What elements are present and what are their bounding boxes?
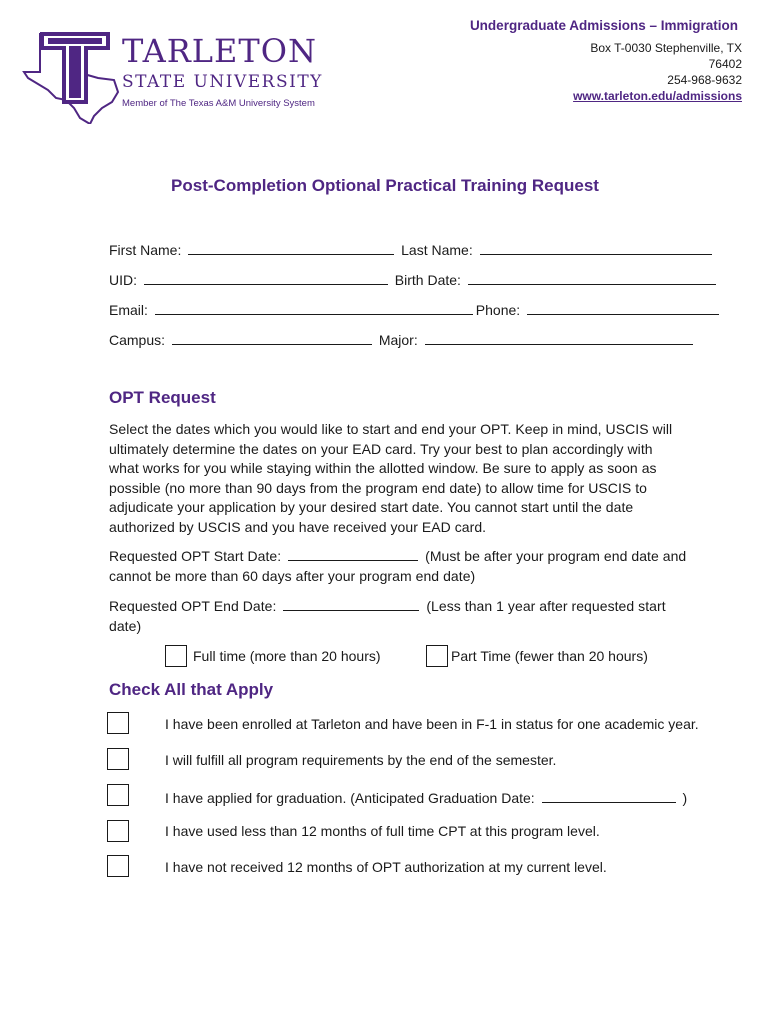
- birth-date-field[interactable]: [468, 270, 716, 285]
- campus-row: [109, 330, 696, 348]
- part-time-label: Part Time (fewer than 20 hours): [451, 648, 648, 664]
- phone-number: 254-968-9632: [667, 73, 742, 87]
- full-time-label: Full time (more than 20 hours): [193, 648, 381, 664]
- instructions-line: ultimately determine the dates on your EAD card. Try your best to plan accordingly with: [109, 440, 653, 457]
- uid-label: UID:: [109, 272, 137, 288]
- graduation-date-field[interactable]: [542, 788, 676, 803]
- instructions-line: possible (no more than 90 days from the program end date) to allow time for USCIS to: [109, 479, 648, 496]
- email-row: [109, 300, 722, 318]
- contact-block: [573, 40, 742, 104]
- requirement-checkbox-4[interactable]: [107, 820, 129, 842]
- instructions-line: Select the dates which you would like to start and end your OPT. Keep in mind, USCIS will: [109, 421, 673, 437]
- department-name: Undergraduate Admissions – Immigration: [469, 18, 738, 33]
- opt-start-date-note-cont: cannot be more than 60 days after your program end date): [109, 567, 476, 584]
- university-logo: [22, 28, 332, 124]
- logo-subtitle: STATE UNIVERSITY: [122, 72, 323, 92]
- phone-field[interactable]: [527, 300, 719, 315]
- opt-end-date-note: (Less than 1 year after requested start: [426, 598, 666, 614]
- requirement-checkbox-1[interactable]: [107, 712, 129, 734]
- first-name-field[interactable]: [188, 240, 394, 255]
- opt-instructions: [109, 420, 729, 537]
- address-line-2: 76402: [708, 57, 742, 71]
- email-field[interactable]: [155, 300, 473, 315]
- full-time-checkbox[interactable]: [165, 645, 187, 667]
- part-time-checkbox[interactable]: [426, 645, 448, 667]
- opt-end-date-note-cont: date): [109, 617, 142, 634]
- uid-row: [109, 270, 719, 288]
- requirement-label-4: I have used less than 12 months of full time CPT at this program level.: [165, 823, 600, 839]
- opt-end-date-field[interactable]: [283, 596, 419, 611]
- instructions-line: adjudicate your application by your desired start date. You cannot start until the date: [109, 499, 634, 515]
- instructions-line: what works for you while staying within the allotted window. Be sure to apply as soon as: [109, 460, 657, 476]
- requirement-checkbox-2[interactable]: [107, 748, 129, 770]
- logo-member-line: Member of The Texas A&M University System: [122, 98, 315, 109]
- graduation-close-paren: ): [682, 790, 688, 806]
- campus-label: Campus:: [109, 332, 166, 348]
- graduation-label: I have applied for graduation. (Anticipated Graduation Date:: [165, 790, 535, 806]
- email-label: Email:: [109, 302, 148, 318]
- opt-start-date-field[interactable]: [288, 546, 418, 561]
- check-all-heading: Check All that Apply: [109, 680, 274, 699]
- major-field[interactable]: [425, 330, 693, 345]
- requirement-label-3: [165, 788, 687, 806]
- last-name-label: Last Name:: [401, 242, 473, 258]
- campus-field[interactable]: [172, 330, 372, 345]
- birth-date-label: Birth Date:: [394, 272, 461, 288]
- last-name-field[interactable]: [480, 240, 712, 255]
- opt-start-date-label: Requested OPT Start Date:: [109, 548, 282, 564]
- opt-end-date-label: Requested OPT End Date:: [109, 598, 277, 614]
- opt-end-date-block: [109, 596, 729, 636]
- requirement-checkbox-3[interactable]: [107, 784, 129, 806]
- website-link[interactable]: www.tarleton.edu/admissions: [573, 89, 742, 103]
- requirement-label-5: I have not received 12 months of OPT authorization at my current level.: [165, 859, 607, 875]
- major-label: Major:: [378, 332, 418, 348]
- phone-label: Phone:: [475, 302, 521, 318]
- form-title: Post-Completion Optional Practical Training Request: [171, 176, 599, 195]
- logo-name: TARLETON: [122, 32, 317, 70]
- requirement-label-1: I have been enrolled at Tarleton and have been in F-1 in status for one academic year.: [165, 716, 699, 732]
- uid-field[interactable]: [144, 270, 388, 285]
- opt-request-heading: OPT Request: [109, 388, 216, 407]
- name-row: [109, 240, 715, 258]
- first-name-label: First Name:: [109, 242, 182, 258]
- requirement-checkbox-5[interactable]: [107, 855, 129, 877]
- address-line-1: Box T-0030 Stephenville, TX: [590, 41, 742, 55]
- requirement-label-2: I will fulfill all program requirements by the end of the semester.: [165, 752, 557, 768]
- opt-start-date-block: [109, 546, 729, 586]
- opt-start-date-note: (Must be after your program end date and: [425, 548, 687, 564]
- instructions-line: authorized by USCIS and you have received your EAD card.: [109, 518, 487, 535]
